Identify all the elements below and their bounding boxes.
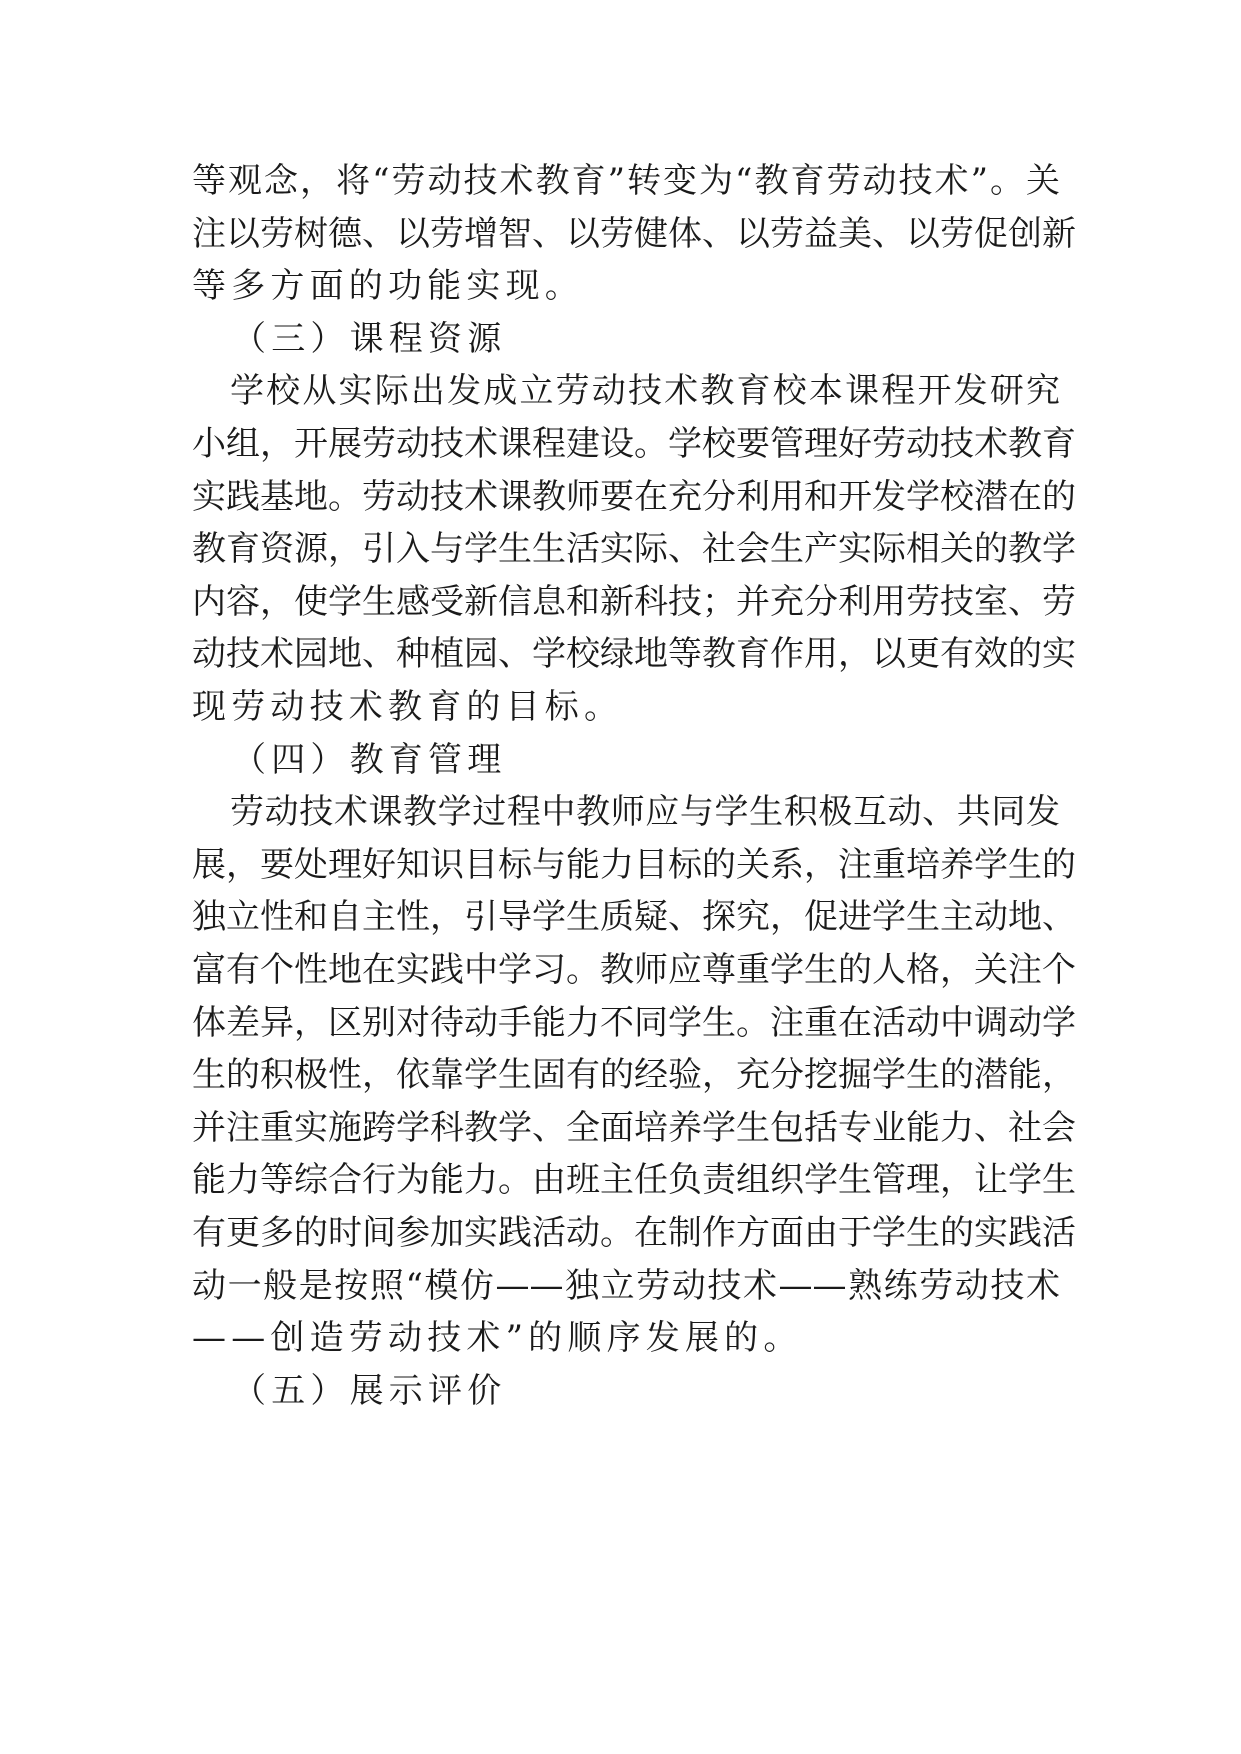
paragraph-line: 并注重实施跨学科教学、全面培养学生包括专业能力、社会	[192, 1107, 1076, 1148]
paragraph-line: 现劳动技术教育的目标。	[192, 687, 624, 727]
paragraph-line: 能力等综合行为能力。由班主任负责组织学生管理，让学生	[192, 1160, 1076, 1201]
paragraph-line: 实践基地。劳动技术课教师要在充分利用和开发学校潜在的	[192, 476, 1076, 517]
paragraph-line: 展，要处理好知识目标与能力目标的关系，注重培养学生的	[192, 844, 1076, 885]
paragraph-line: 富有个性地在实践中学习。教师应尊重学生的人格，关注个	[192, 950, 1076, 990]
paragraph-line: 注以劳树德、以劳增智、以劳健体、以劳益美、以劳促创新	[192, 213, 1076, 254]
section-heading: （四）教育管理	[232, 739, 507, 780]
paragraph-line: 体差异，区别对待动手能力不同学生。注重在活动中调动学	[192, 1002, 1076, 1043]
paragraph-line: 动技术园地、种植园、学校绿地等教育作用，以更有效的实	[192, 634, 1076, 675]
paragraph-line: 小组，开展劳动技术课程建设。学校要管理好劳动技术教育	[192, 424, 1076, 464]
section-heading: （五）展示评价	[232, 1370, 507, 1411]
section-heading: （三）课程资源	[232, 318, 507, 359]
paragraph-line: 等观念，将“劳动技术教育”转变为“教育劳动技术”。关	[192, 161, 1060, 201]
paragraph-line: 劳动技术课教学过程中教师应与学生积极互动、共同发	[230, 792, 1060, 833]
paragraph-line: 有更多的时间参加实践活动。在制作方面由于学生的实践活	[192, 1213, 1076, 1253]
paragraph-line: 生的积极性，依靠学生固有的经验，充分挖掘学生的潜能，	[192, 1055, 1076, 1096]
paragraph-line: 学校从实际出发成立劳动技术教育校本课程开发研究	[230, 371, 1060, 412]
paragraph-line: 动一般是按照“模仿——独立劳动技术——熟练劳动技术	[192, 1265, 1060, 1306]
paragraph-line: 独立性和自主性，引导学生质疑、探究，促进学生主动地、	[192, 897, 1076, 938]
paragraph-line: 等多方面的功能实现。	[192, 266, 584, 307]
paragraph-line: 内容，使学生感受新信息和新科技；并充分利用劳技室、劳	[192, 581, 1076, 622]
paragraph-line: ——创造劳动技术”的顺序发展的。	[192, 1318, 803, 1359]
paragraph-line: 教育资源，引入与学生生活实际、社会生产实际相关的教学	[192, 529, 1076, 570]
